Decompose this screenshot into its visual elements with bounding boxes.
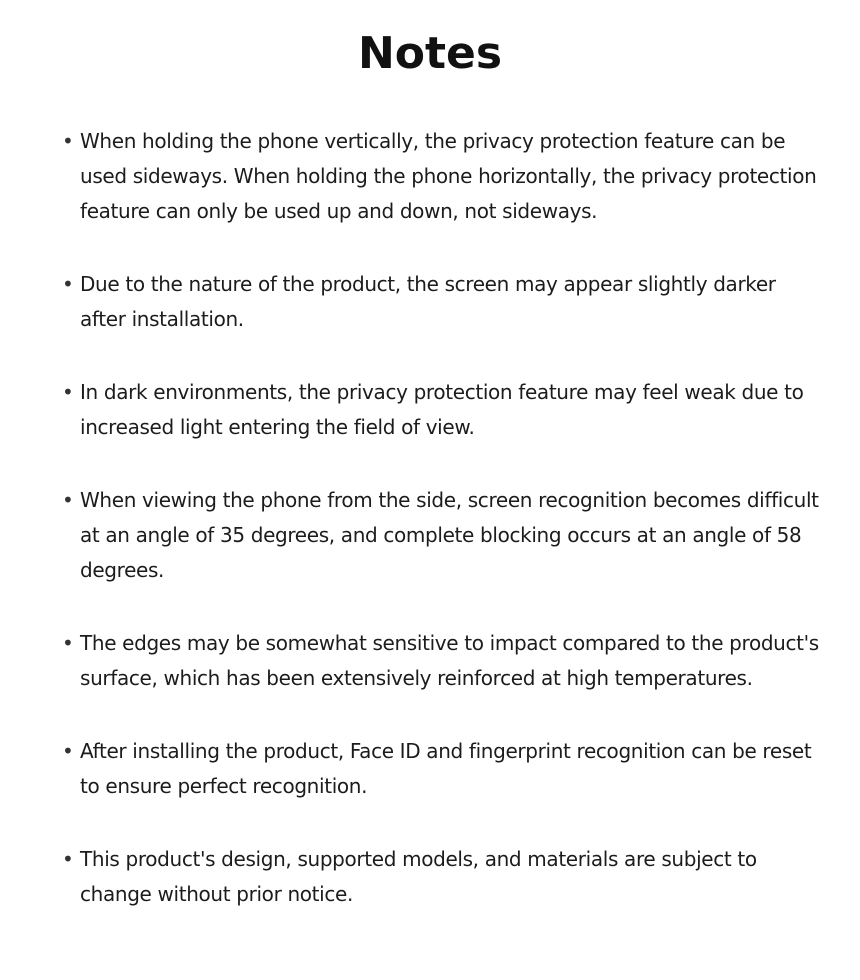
note-item bbox=[0, 483, 860, 588]
page-title: Notes bbox=[357, 28, 503, 79]
bullet-icon: • bbox=[62, 739, 74, 763]
note-item bbox=[0, 626, 860, 696]
note-text: When viewing the phone from the side, screen recognition becomes difficult at an angle of 35 degrees, and complete blocking occurs at an angle of 58 degrees. bbox=[80, 488, 819, 582]
note-item bbox=[0, 375, 860, 445]
bullet-icon: • bbox=[62, 129, 74, 153]
bullet-icon: • bbox=[62, 631, 74, 655]
note-item bbox=[0, 842, 860, 912]
note-text: Due to the nature of the product, the screen may appear slightly darker after installation. bbox=[80, 272, 776, 331]
note-item bbox=[0, 267, 860, 337]
note-text: This product's design, supported models, and materials are subject to change without prior notice. bbox=[80, 847, 757, 906]
note-text: The edges may be somewhat sensitive to impact compared to the product's surface, which has been extensively reinforced at high temperatures. bbox=[80, 631, 819, 690]
note-text: When holding the phone vertically, the privacy protection feature can be used sideways. When holding the phone horizontally, the privacy protection feature can only be used up and down, not sideways. bbox=[80, 129, 817, 223]
note-item bbox=[0, 124, 860, 229]
bullet-icon: • bbox=[62, 380, 74, 404]
note-text: In dark environments, the privacy protection feature may feel weak due to increased light entering the field of view. bbox=[80, 380, 804, 439]
bullet-icon: • bbox=[62, 847, 74, 871]
note-text: After installing the product, Face ID and fingerprint recognition can be reset to ensure perfect recognition. bbox=[80, 739, 812, 798]
bullet-icon: • bbox=[62, 272, 74, 296]
notes-list bbox=[0, 124, 860, 950]
bullet-icon: • bbox=[62, 488, 74, 512]
note-item bbox=[0, 734, 860, 804]
